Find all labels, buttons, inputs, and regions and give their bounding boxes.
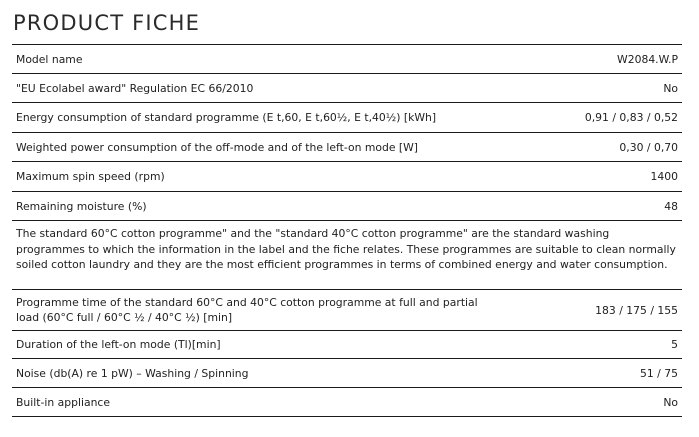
- row-model-name: [12, 45, 682, 74]
- row-value: 5: [671, 338, 678, 351]
- row-left-on-duration: [12, 331, 682, 359]
- row-value: No: [663, 81, 678, 95]
- row-value: 0,91 / 0,83 / 0,52: [584, 111, 678, 124]
- row-label: Built-in appliance: [16, 395, 111, 409]
- row-label: Model name: [16, 52, 83, 66]
- row-label: Energy consumption of standard programme (E t,60, E t,60½, E t,40½) [kWh]: [16, 111, 437, 124]
- row-label: Weighted power consumption of the off-mode and of the left-on mode [W]: [16, 140, 419, 154]
- row-weighted-power: [12, 133, 682, 162]
- row-max-spin-speed: [12, 162, 682, 192]
- row-label: Noise (db(A) re 1 pW) – Washing / Spinning: [16, 366, 249, 380]
- row-value: 183 / 175 / 155: [595, 303, 678, 317]
- row-label: Programme time of the standard 60°C and 40°C cotton programme at full and partial load (60°C full / 60°C ½ / 40°C ½) [min]: [16, 295, 478, 324]
- row-label: Remaining moisture (%): [16, 199, 147, 213]
- row-label: "EU Ecolabel award" Regulation EC 66/2010: [16, 81, 254, 95]
- row-value: 51 / 75: [640, 366, 678, 380]
- row-value: No: [663, 395, 678, 409]
- row-built-in: [12, 388, 682, 417]
- note-paragraph: The standard 60°C cotton programme" and the "standard 40°C cotton programme" are the standard washing programmes to which the information in the label and the fiche relates. These programmes are suitable to clean normally soiled cotton laundry and they are the most efficient programmes in terms of combined energy and water consumption.: [16, 227, 676, 272]
- row-label: Maximum spin speed (rpm): [16, 170, 165, 183]
- standard-programme-note: [12, 221, 682, 290]
- row-remaining-moisture: [12, 192, 682, 221]
- row-value: 1400: [650, 170, 678, 183]
- row-value: 48: [664, 199, 678, 213]
- row-ecolabel: [12, 74, 682, 103]
- row-noise: [12, 359, 682, 388]
- page-title: PRODUCT FICHE: [13, 11, 201, 35]
- row-label: Duration of the left-on mode (Tl)[min]: [16, 338, 221, 351]
- row-programme-time: [12, 290, 682, 331]
- product-fiche-table: [12, 44, 682, 417]
- row-value: W2084.W.P: [617, 52, 678, 66]
- row-value: 0,30 / 0,70: [619, 140, 678, 154]
- row-energy-consumption: [12, 103, 682, 133]
